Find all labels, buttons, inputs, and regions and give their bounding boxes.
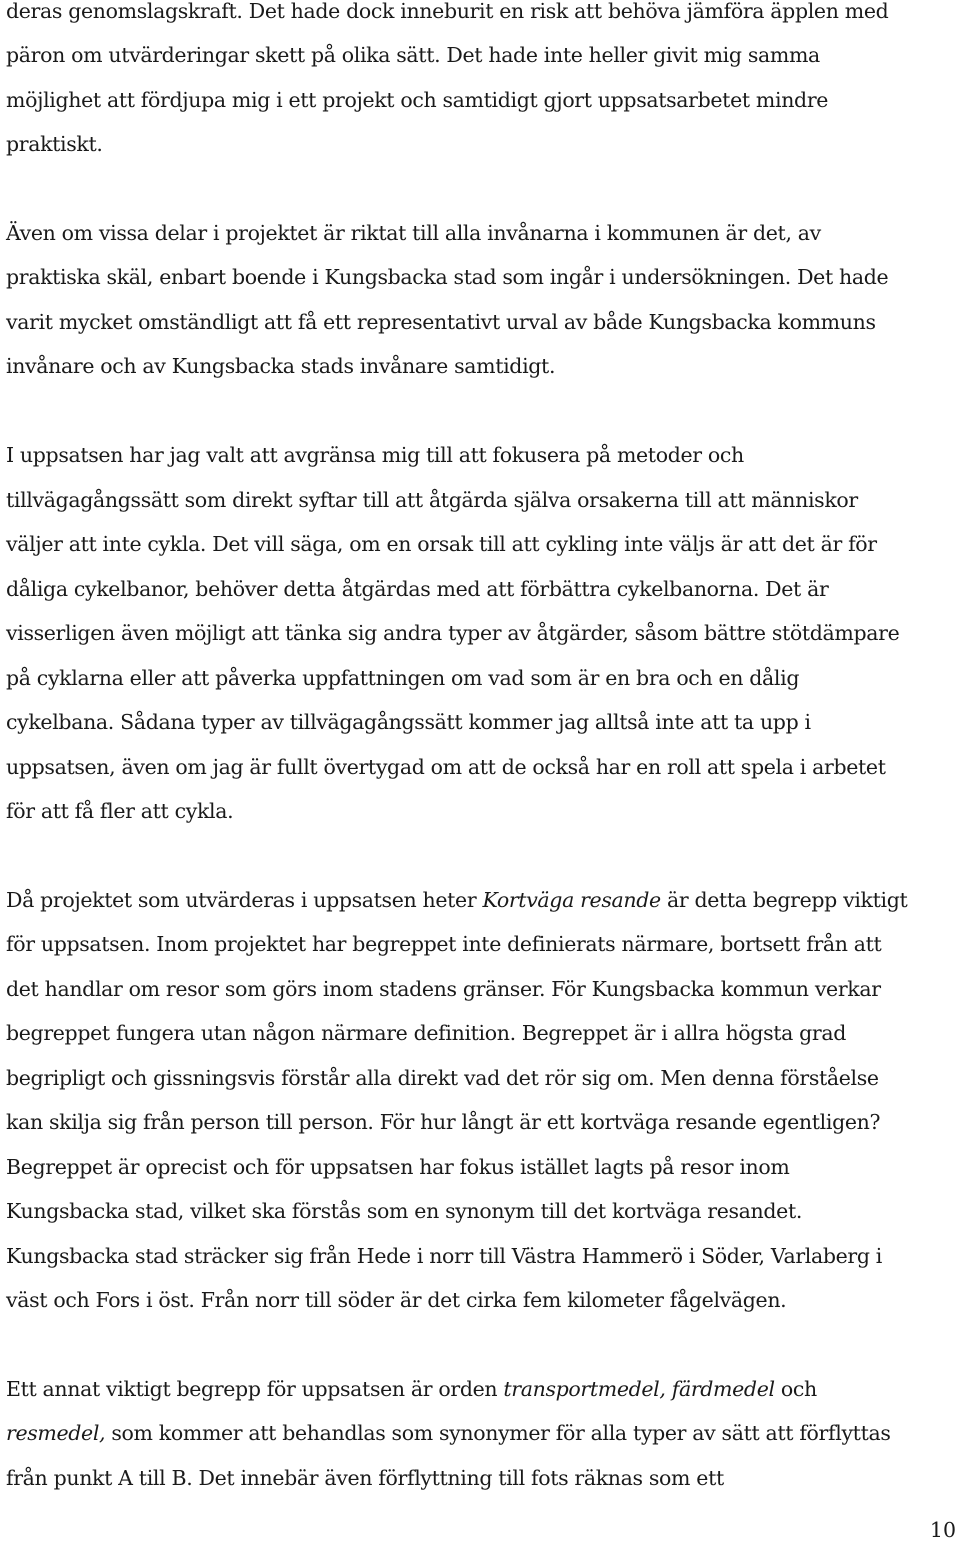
text-line: Begreppet är oprecist och för uppsatsen har fokus istället lagts på resor inom [6,1155,790,1179]
text-line: I uppsatsen har jag valt att avgränsa mig till att fokusera på metoder och [6,443,744,467]
emphasis-term: transportmedel, färdmedel [503,1377,775,1401]
text-line: väst och Fors i öst. Från norr till söder är det cirka fem kilometer fågelvägen. [6,1288,787,1312]
text-line: för att få fler att cykla. [6,799,234,823]
text-line: päron om utvärderingar skett på olika sätt. Det hade inte heller givit mig samma [6,43,820,67]
text-line: det handlar om resor som görs inom stadens gränser. För Kungsbacka kommun verkar [6,977,881,1001]
text-line: deras genomslagskraft. Det hade dock inneburit en risk att behöva jämföra äpplen med [6,0,889,23]
text-line: visserligen även möjligt att tänka sig andra typer av åtgärder, såsom bättre stötdämpare [6,621,900,645]
text-line: praktiska skäl, enbart boende i Kungsbacka stad som ingår i undersökningen. Det hade [6,265,889,289]
text-line: varit mycket omständligt att få ett representativt urval av både Kungsbacka kommuns [6,310,876,334]
text-line: praktiskt. [6,132,103,156]
text-line: uppsatsen, även om jag är fullt övertygad om att de också har en roll att spela i arbetet [6,755,886,779]
page-number: 10 [929,1518,956,1542]
text-line: Kungsbacka stad, vilket ska förstås som en synonym till det kortväga resandet. [6,1199,803,1223]
text-line: dåliga cykelbanor, behöver detta åtgärdas med att förbättra cykelbanorna. Det är [6,577,829,601]
text-line: väljer att inte cykla. Det vill säga, om en orsak till att cykling inte väljs är att det är för [6,532,877,556]
emphasis-term: Kortväga resande [482,888,661,912]
text-line: möjlighet att fördjupa mig i ett projekt och samtidigt gjort uppsatsarbetet mindre [6,88,829,112]
text-line: begripligt och gissningsvis förstår alla direkt vad det rör sig om. Men denna förståelse [6,1066,879,1090]
text-line: Även om vissa delar i projektet är riktat till alla invånarna i kommunen är det, av [6,221,821,245]
text-line: invånare och av Kungsbacka stads invånare samtidigt. [6,354,556,378]
text-line: från punkt A till B. Det innebär även förflyttning till fots räknas som ett [6,1466,724,1490]
emphasis-term: resmedel, [6,1421,106,1445]
text-line: för uppsatsen. Inom projektet har begreppet inte definierats närmare, bortsett från att [6,932,882,956]
text-line: kan skilja sig från person till person. För hur långt är ett kortväga resande egentligen? [6,1110,881,1134]
text-line: cykelbana. Sådana typer av tillvägagångssätt kommer jag alltså inte att ta upp i [6,710,811,734]
text-line: på cyklarna eller att påverka uppfattningen om vad som är en bra och en dålig [6,666,800,690]
text-line: resmedel, som kommer att behandlas som synonymer för alla typer av sätt att förflyttas [6,1421,891,1445]
text-line: begreppet fungera utan någon närmare definition. Begreppet är i allra högsta grad [6,1021,847,1045]
text-line: Då projektet som utvärderas i uppsatsen heter Kortväga resande är detta begrepp viktigt [6,888,908,912]
text-line: Kungsbacka stad sträcker sig från Hede i norr till Västra Hammerö i Söder, Varlaberg i [6,1244,883,1268]
text-line: Ett annat viktigt begrepp för uppsatsen är orden transportmedel, färdmedel och [6,1377,817,1401]
text-line: tillvägagångssätt som direkt syftar till att åtgärda själva orsakerna till att människor [6,488,858,512]
